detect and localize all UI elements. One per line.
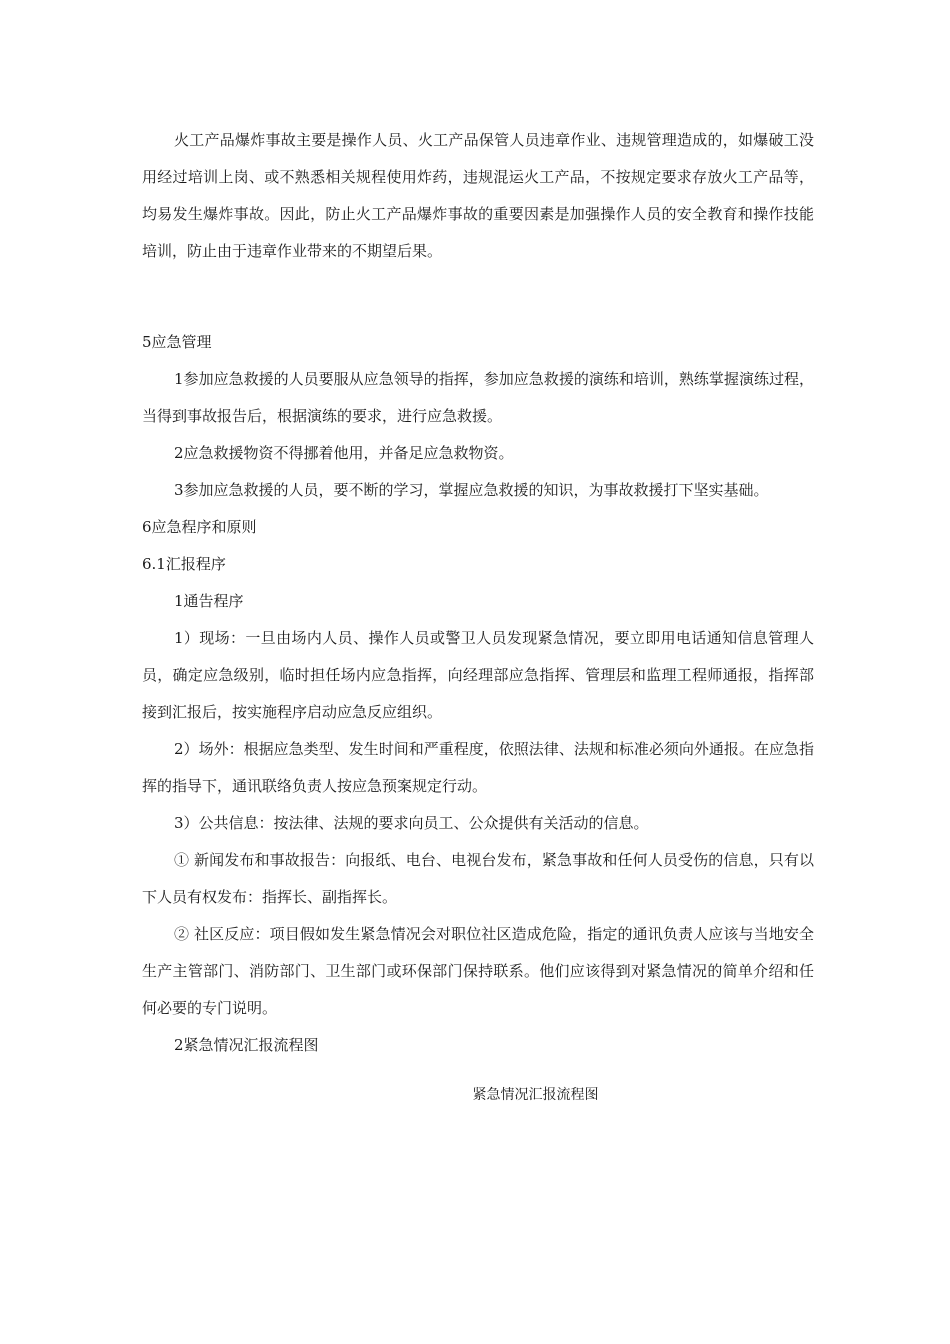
section-6-1-heading: 6.1汇报程序 <box>142 555 226 573</box>
section-5-item-1: 1参加应急救援的人员要服从应急领导的指挥，参加应急救援的演练和培训，熟练掌握演练过程，当得到事故报告后，根据演练的要求，进行应急救援。 <box>142 370 814 425</box>
flowchart-caption: 紧急情况汇报流程图 <box>472 1087 599 1103</box>
onsite-paragraph: 1）现场：一旦由场内人员、操作人员或警卫人员发现紧急情况，要立即用电话通知信息管理人员，确定应急级别，临时担任场内应急指挥，向经理部应急指挥、管理层和监理工程师通报，指挥部接到汇报后，按实施程序启动应急反应组织。 <box>142 629 814 721</box>
section-5-heading: 5应急管理 <box>142 333 212 351</box>
community-response-paragraph: ② 社区反应：项目假如发生紧急情况会对职位社区造成危险，指定的通讯负责人应该与当地安全生产主管部门、消防部门、卫生部门或环保部门保持联系。他们应该得到对紧急情况的简单介绍和任何必要的专门说明。 <box>142 925 814 1017</box>
public-info-paragraph: 3）公共信息：按法律、法规的要求向员工、公众提供有关活动的信息。 <box>174 814 649 832</box>
news-release-paragraph: ① 新闻发布和事故报告：向报纸、电台、电视台发布，紧急事故和任何人员受伤的信息，只有以下人员有权发布：指挥长、副指挥长。 <box>142 851 814 906</box>
section-6-heading: 6应急程序和原则 <box>142 518 257 536</box>
offsite-paragraph: 2）场外：根据应急类型、发生时间和严重程度，依照法律、法规和标准必须向外通报。在应急指挥的指导下，通讯联络负责人按应急预案规定行动。 <box>142 740 814 795</box>
section-5-item-2: 2应急救援物资不得挪着他用，并备足应急救物资。 <box>174 444 514 462</box>
intro-paragraph: 火工产品爆炸事故主要是操作人员、火工产品保管人员违章作业、违规管理造成的，如爆破工没用经过培训上岗、或不熟悉相关规程使用炸药，违规混运火工产品，不按规定要求存放火工产品等，均易发生爆炸事故。因此，防止火工产品爆炸事故的重要因素是加强操作人员的安全教育和操作技能培训，防止由于违章作业带来的不期望后果。 <box>142 131 814 260</box>
flowchart-heading: 2紧急情况汇报流程图 <box>174 1036 319 1054</box>
section-5-item-3: 3参加应急救援的人员，要不断的学习，掌握应急救援的知识，为事故救援打下坚实基础。 <box>174 481 769 499</box>
notice-procedure-heading: 1通告程序 <box>174 592 244 610</box>
